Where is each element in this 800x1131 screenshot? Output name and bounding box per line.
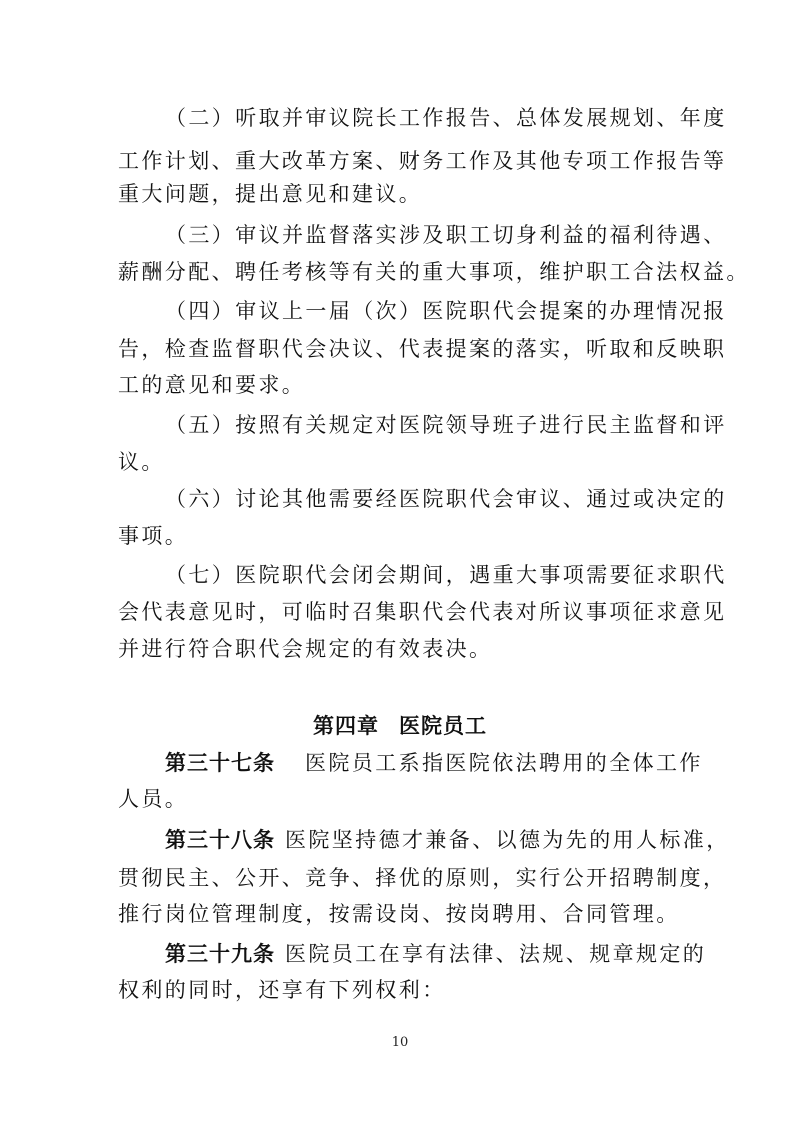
article-37-line-2: 人员。 bbox=[118, 787, 189, 811]
paragraph-3-line-2: 薪酬分配、聘任考核等有关的重大事项，维护职工合法权益。 bbox=[118, 260, 750, 284]
paragraph-2-line-1: （二）听取并审议院长工作报告、总体发展规划、年度 bbox=[165, 106, 727, 130]
article-38-line-1 bbox=[165, 825, 730, 855]
article-39-line-2: 权利的同时，还享有下列权利： bbox=[118, 978, 446, 1002]
article-38-line-3: 推行岗位管理制度，按需设岗、按岗聘用、合同管理。 bbox=[118, 902, 680, 926]
paragraph-5-line-2: 议。 bbox=[118, 450, 165, 474]
article-37-text: 医院员工系指医院依法聘用的全体工作 bbox=[305, 751, 703, 775]
page-number: 10 bbox=[391, 1035, 409, 1050]
article-38-text: 医院坚持德才兼备、以德为先的用人标准， bbox=[285, 828, 730, 852]
paragraph-4-line-3: 工的意见和要求。 bbox=[118, 373, 306, 397]
paragraph-6-line-1: （六）讨论其他需要经医院职代会审议、通过或决定的 bbox=[165, 487, 727, 511]
article-38-label: 第三十八条 bbox=[165, 828, 275, 852]
article-38-line-2: 贯彻民主、公开、竞争、择优的原则，实行公开招聘制度， bbox=[118, 866, 727, 890]
paragraph-7-line-3: 并进行符合职代会规定的有效表决。 bbox=[118, 637, 493, 661]
paragraph-7-line-1: （七）医院职代会闭会期间，遇重大事项需要征求职代 bbox=[165, 563, 727, 587]
article-39-text: 医院员工在享有法律、法规、规章规定的 bbox=[285, 942, 707, 966]
paragraph-4-line-2: 告，检查监督职代会决议、代表提案的落实，听取和反映职 bbox=[118, 337, 727, 361]
paragraph-7-line-2: 会代表意见时，可临时召集职代会代表对所议事项征求意见 bbox=[118, 600, 727, 624]
article-37-label: 第三十七条 bbox=[165, 751, 275, 775]
chapter-heading bbox=[0, 711, 800, 741]
chapter-title: 医院员工 bbox=[399, 714, 487, 738]
article-39-line-1 bbox=[165, 939, 707, 969]
chapter-number: 第四章 bbox=[313, 714, 379, 738]
paragraph-3-line-1: （三）审议并监督落实涉及职工切身利益的福利待遇、 bbox=[165, 223, 727, 247]
article-37-line-1 bbox=[165, 748, 703, 778]
paragraph-4-line-1: （四）审议上一届（次）医院职代会提案的办理情况报 bbox=[165, 299, 727, 323]
paragraph-5-line-1: （五）按照有关规定对医院领导班子进行民主监督和评 bbox=[165, 413, 727, 437]
article-39-label: 第三十九条 bbox=[165, 942, 275, 966]
paragraph-2-line-2: 工作计划、重大改革方案、财务工作及其他专项工作报告等 bbox=[118, 149, 727, 173]
paragraph-6-line-2: 事项。 bbox=[118, 524, 189, 548]
paragraph-2-line-3: 重大问题，提出意见和建议。 bbox=[118, 182, 423, 206]
